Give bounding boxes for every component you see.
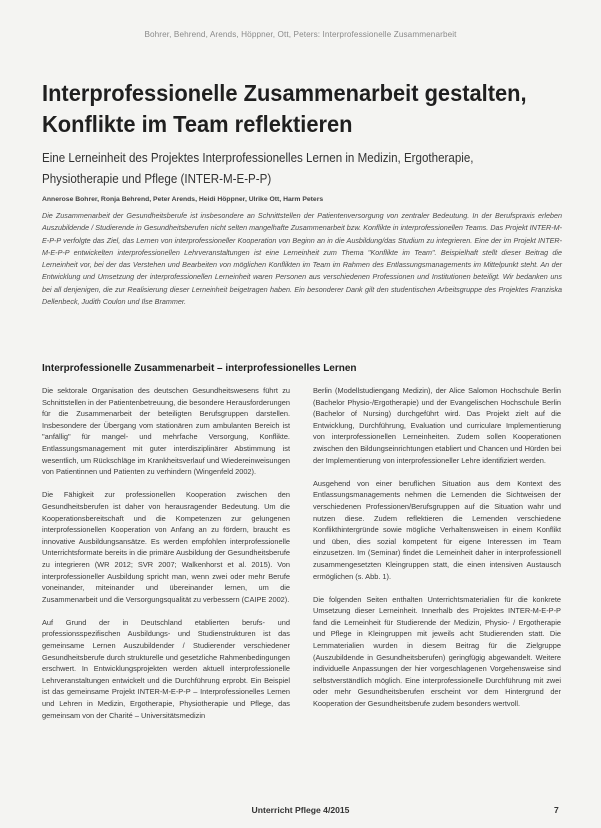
- journal-footer: Unterricht Pflege 4/2015: [251, 805, 350, 815]
- right-column: [313, 385, 561, 721]
- left-column: [42, 385, 290, 733]
- article-title: Interprofessionelle Zusammenarbeit gestalten, Konflikte im Team reflektieren: [42, 80, 527, 137]
- abstract: Die Zusammenarbeit der Gesundheitsberufe ist insbesondere an Schnittstellen der Patientenversorgung von zentraler Bedeutung. In der Berufspraxis erleben Auszubildende / Studierende in Gesundheitsberufen nicht selten mangelhafte Zusammenarbeit bzw. Konflikte in interprofessionellen Teams. Das Projekt INTER-M-E-P-P verfolgte das Ziel, das Lernen von interprofessioneller Kooperation von Beginn an in die Ausbildung/das Studium zu integrieren. Eine der im Projekt INTER-M-E-P-P entwickelten interprofessionellen Lehrveranstaltungen ist eine Lerneinheit zum Thema "Konflikte im Team". Beispielhaft stellt dieser Beitrag die Lerneinheit vor, bei der das Verstehen und Bearbeiten von möglichen Konflikten im Team im Rahmen des Entlassungsmanagements im Mittelpunkt steht. An der Entwicklung und Umsetzung der interprofessionellen Lerneinheit waren Personen aus verschiedenen Professionen und Institutionen beteiligt. Wir bedanken uns bei all denjenigen, die zur Realisierung dieser Lerneinheit beigetragen haben. Ein besonderer Dank gilt den studentischen Arbeitsgruppe des Projektes Franziska Dellenbeck, Judith Coulon und Ilse Brammer.: [42, 211, 562, 307]
- running-head: Bohrer, Behrend, Arends, Höppner, Ott, Peters: Interprofessionelle Zusammenarbeit: [144, 30, 457, 39]
- paragraph: Die sektorale Organisation des deutschen Gesundheitswesens führt zu Schnittstellen in der Patientenbetreuung, die besondere Herausforderungen für die Zusammenarbeit der beteiligten Berufsgruppen darstellen. Insbesondere der Übergang vom stationären zum ambulanten Bereich ist "anfällig" für mangel- und mehrfache Versorgung, Konflikte. Entlassungsmanagement mit guter interdisziplinärer Abstimmung ist wesentlich, um Rückschläge im Krankheitsverlauf und Wiedereinweisungen von Patientinnen und Patienten zu verhindern (Wingenfeld 2002).: [42, 386, 290, 477]
- section-heading: Interprofessionelle Zusammenarbeit – interprofessionelles Lernen: [42, 363, 357, 374]
- page-number: 7: [554, 805, 559, 815]
- paragraph: Die folgenden Seiten enthalten Unterrichtsmaterialien für die konkrete Umsetzung dieser Lerneinheit. Innerhalb des Projektes INTER-M-E-P-P fand die Lerneinheit für Studierende der Medizin, Physio- / Ergotherapie und Pflege in Kleingruppen mit jeweils acht Studierenden statt. Die Lernmaterialien wurden in diesem Beitrag für die Zielgruppe (Auszubildende in Gesundheitsberufen) geringfügig abgewandelt. Weitere individuelle Anpassungen der hier vorgeschlagenen Vorgehensweise sind selbstverständlich möglich. Eine interprofessionelle Durchführung mit zwei oder mehr Gesundheitsberufen erscheint vor dem Hintergrund der Kooperation der Gesundheitsberufe zudem besonders wertvoll.: [313, 594, 561, 709]
- paragraph: Die Fähigkeit zur professionellen Kooperation zwischen den Gesundheitsberufen ist daher von herausragender Bedeutung. Um die Kooperationsbereitschaft und die Kompetenzen zur gelungenen interprofessionellen Kooperation von Anfang an zu fördern, braucht es innovative Ausbildungsansätze. Es werden empfohlen interprofessionelle Unterrichtsformate bereits in die primäre Ausbildung der Gesundheitsberufe zu integrieren (WR 2012; SVR 2007; Walkenhorst et al. 2015). Von interprofessioneller Ausbildung spricht man, wenn zwei oder mehr Berufe voneinander, miteinander und übereinander lernen, um die Zusammenarbeit und die Versorgungsqualität zu verbessern (CAIPE 2002).: [42, 490, 290, 604]
- paragraph: Auf Grund der in Deutschland etablierten berufs- und professionsspezifischen Ausbildungs- und Studienstrukturen ist das gemeinsame Lernen Auszubildender / Studierender verschiedener Gesundheitsberufe durch strukturelle und gesetzliche Rahmenbedingungen erschwert. In Entwicklungsprojekten werden aktuell interprofessionelle Lehrveranstaltungen entwickelt und die Durchführung erprobt. Ein Beispiel ist das gemeinsame Projekt INTER-M-E-P-P – Interprofessionelles Lernen und Lehren in Medizin, Ergotherapie, Physiotherapie und Pflege, das gemeinsam von der Charité – Universitätsmedizin: [42, 617, 290, 720]
- author-list: Annerose Bohrer, Ronja Behrend, Peter Arends, Heidi Höppner, Ulrike Ott, Harm Peters: [42, 196, 324, 203]
- paragraph: Berlin (Modellstudiengang Medizin), der Alice Salomon Hochschule Berlin (Bachelor Physio-/Ergotherapie) und der Evangelischen Hochschule Berlin (Bachelor of Nursing) durchgeführt wird. Das Projekt zielt auf die Entwicklung, Durchführung, Evaluation und curriculare Implementierung von interprofessionellen Lerneinheiten. Zudem sollen Kooperationen zwischen den Bildungseinrichtungen etabliert und Chancen und Hürden bei der Implementierung von interprofessioneller Lehre identifiziert werden.: [313, 386, 561, 465]
- article-subtitle: Eine Lerneinheit des Projektes Interprofessionelles Lernen in Medizin, Ergotherapie, Physiotherapie und Pflege (INTER-M-E-P-P): [42, 151, 474, 186]
- paragraph: Ausgehend von einer beruflichen Situation aus dem Kontext des Entlassungsmanagements nehmen die Lernenden die Sichtweisen der verschiedenen Professionen/Berufsgruppen auf die Situation wahr und nutzen diese. Zudem reflektieren die Lernenden verschiedene Konflikthintergründe sowie mögliche Verhaltensweisen in einem Konflikt und üben, dies sozial kompetent für eigene Interessen im Team einzusetzen. Im (Seminar) findet die Lerneinheit daher in interprofessionell zusammengesetzten Kleingruppen statt, die einen intensiven Austausch ermöglichen (s. Abb. 1).: [313, 478, 561, 581]
